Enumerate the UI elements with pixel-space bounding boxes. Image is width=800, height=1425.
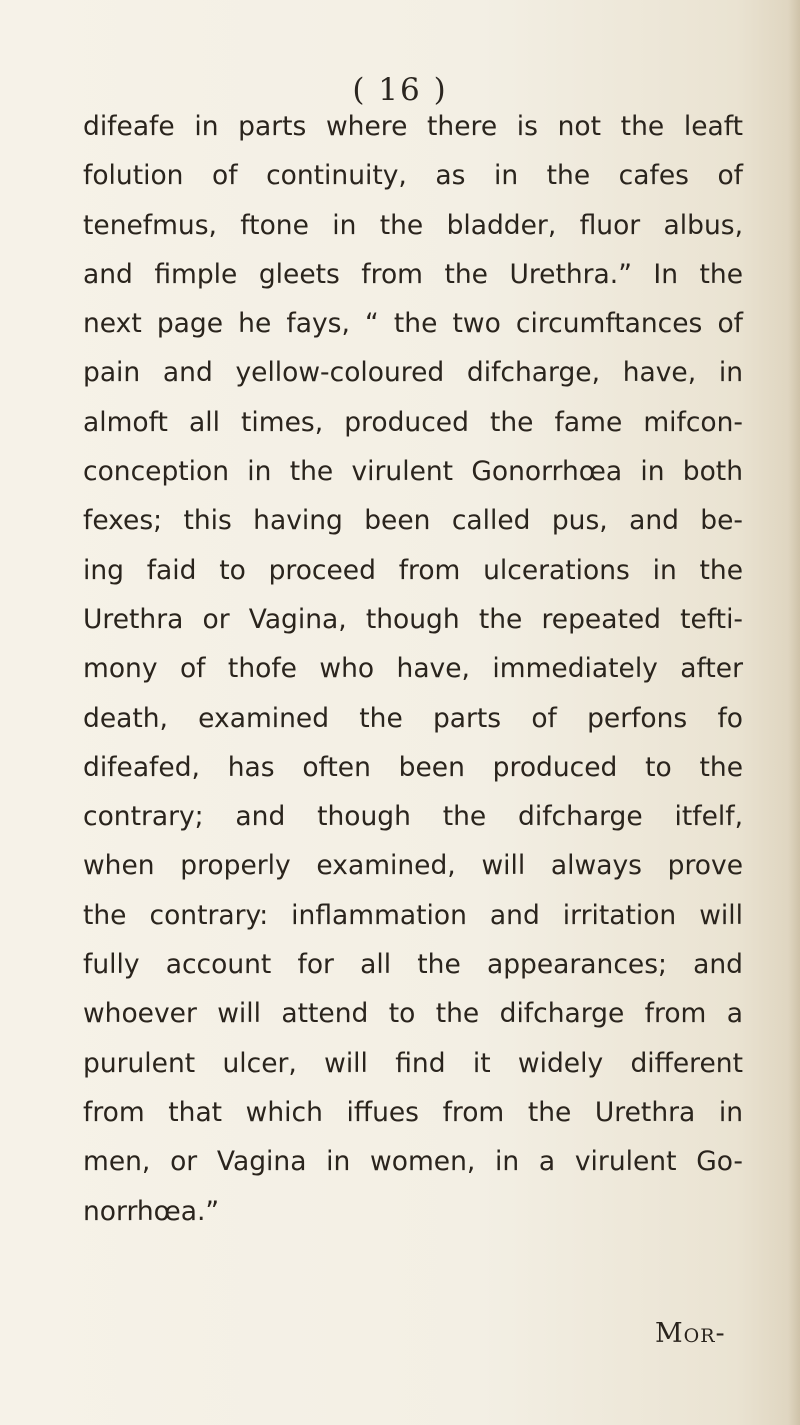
text-line: whoever will attend to the difcharge from a <box>83 998 743 1030</box>
text-line: ing faid to proceed from ulcerations in the <box>83 554 743 586</box>
text-line: pain and yellow-coloured difcharge, have, in <box>83 357 743 389</box>
text-line: folution of continuity, as in the cafes of <box>83 160 743 192</box>
text-line: and fimple gleets from the Urethra.” In the <box>83 258 743 290</box>
text-line: difeafed, has often been produced to the <box>83 751 743 783</box>
text-line: Urethra or Vagina, though the repeated tefti- <box>83 603 743 635</box>
page-number: ( 16 ) <box>352 72 448 108</box>
text-line: fexes; this having been called pus, and be- <box>83 505 743 537</box>
text-line: from that which iffues from the Urethra in <box>83 1096 743 1128</box>
text-line-last: norrhœa.” <box>83 1195 220 1227</box>
text-line: fully account for all the appearances; and <box>83 949 743 981</box>
text-line: next page he fays, “ the two circumftances of <box>83 308 743 340</box>
text-line: difeafe in parts where there is not the leaft <box>83 111 743 142</box>
text-line: the contrary: inflammation and irritation will <box>83 899 743 931</box>
text-line: almoft all times, produced the fame mifcon- <box>83 406 743 438</box>
text-line: conception in the virulent Gonorrhœa in both <box>83 456 743 488</box>
catchword: Mor- <box>655 1318 726 1349</box>
page-edge-shadow <box>788 0 800 1425</box>
text-line: when properly examined, will always prove <box>83 850 743 882</box>
body-text <box>83 102 743 1236</box>
text-line: purulent ulcer, will find it widely different <box>83 1047 743 1079</box>
text-line: men, or Vagina in women, in a virulent Go- <box>83 1146 743 1178</box>
text-line: mony of thofe who have, immediately after <box>83 653 743 685</box>
text-line: tenefmus, ftone in the bladder, fluor albus, <box>83 209 743 241</box>
text-line: death, examined the parts of perfons fo <box>83 702 743 734</box>
text-line: contrary; and though the difcharge itfelf, <box>83 801 743 833</box>
